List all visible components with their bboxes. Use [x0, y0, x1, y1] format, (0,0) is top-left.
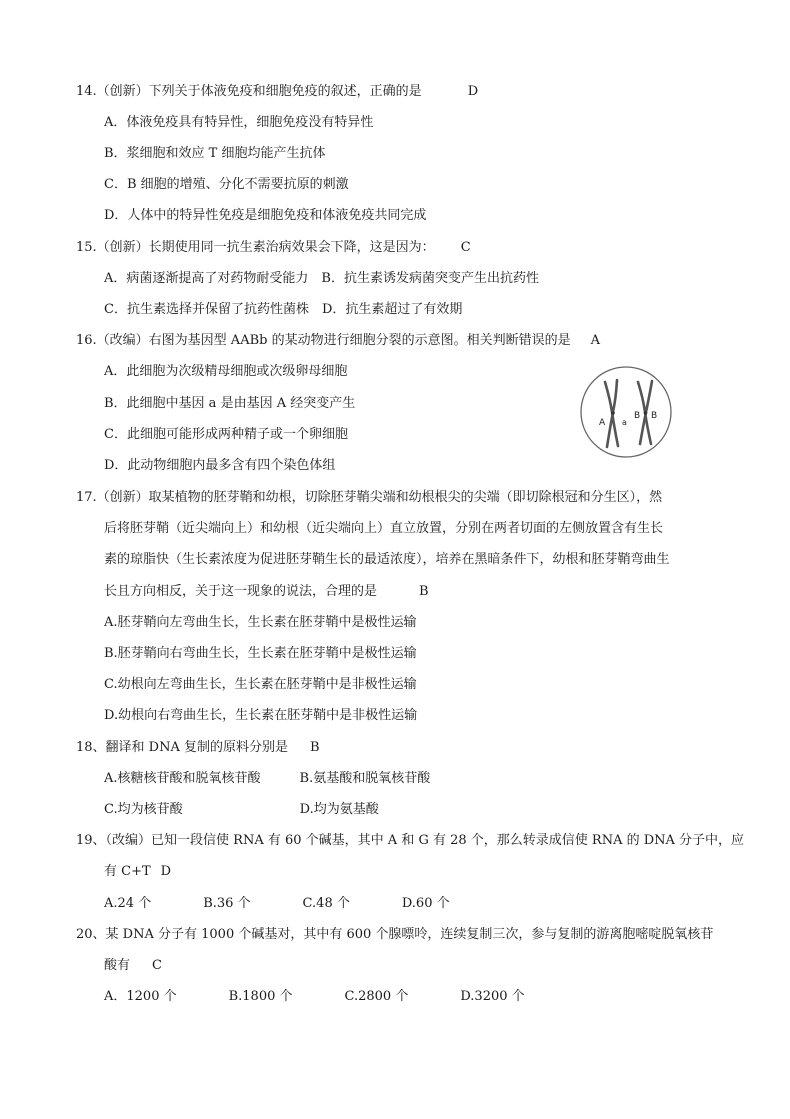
- cell-division-figure: [578, 364, 674, 460]
- question-15-option-line-2: C．抗生素选择并保留了抗药性菌株 D．抗生素超过了有效期: [104, 302, 463, 317]
- question-14-stem: [76, 82, 478, 102]
- question-stem-text: 16.（改编）右图为基因型 AABb 的某动物进行细胞分裂的示意图。相关判断错误的是: [76, 333, 571, 348]
- question-19-options: A.24 个 B.36 个 C.48 个 D.60 个: [104, 896, 450, 911]
- question-14-option-b: B．浆细胞和效应 T 细胞均能产生抗体: [104, 146, 326, 161]
- question-stem-text: 有 C+T: [104, 864, 151, 879]
- question-stem-text: 18、翻译和 DNA 复制的原料分别是: [76, 740, 288, 755]
- question-18-stem: [76, 738, 320, 758]
- question-14-option-c: C．B 细胞的增殖、分化不需要抗原的刺激: [104, 177, 349, 192]
- question-20-stem-line-2: [104, 956, 162, 976]
- question-20-stem-line-1: 20、某 DNA 分子有 1000 个碱基对，其中有 600 个腺嘌呤，连续复制三次，参与复制的游离胞嘧啶脱氧核苷: [76, 927, 714, 942]
- figure-label-a: a: [622, 418, 627, 427]
- question-17-stem-line-2: 后将胚芽鞘（近尖端向上）和幼根（近尖端向上）直立放置，分别在两者切面的左侧放置含有生长: [104, 521, 664, 536]
- question-20-options: A．1200 个 B.1800 个 C.2800 个 D.3200 个: [104, 989, 525, 1004]
- question-15-stem: [76, 238, 471, 258]
- question-18-answer: B: [310, 740, 320, 755]
- question-17-option-a: A.胚芽鞘向左弯曲生长，生长素在胚芽鞘中是极性运输: [104, 615, 417, 630]
- cell-diagram: [578, 364, 674, 460]
- question-15-answer: C: [460, 240, 471, 255]
- question-14-option-d: D．人体中的特异性免疫是细胞免疫和体液免疫共同完成: [104, 208, 427, 223]
- question-17-stem-line-1: 17.（创新）取某植物的胚芽鞘和幼根，切除胚芽鞘尖端和幼根根尖的尖端（即切除根冠和分生区），然: [76, 490, 663, 505]
- question-16-stem: [76, 331, 600, 351]
- question-14-answer: D: [467, 84, 479, 99]
- chromosome-left: [605, 380, 618, 447]
- cell-membrane: [581, 367, 671, 457]
- figure-label-B-right: B: [651, 411, 658, 421]
- question-stem-text: 长且方向相反，关于这一现象的说法，合理的是: [104, 584, 378, 599]
- question-17-option-b: B.胚芽鞘向右弯曲生长，生长素在胚芽鞘中是极性运输: [104, 646, 417, 661]
- question-19-stem-line-1: 19、（改编）已知一段信使 RNA 有 60 个碱基，其中 A 和 G 有 28 个，那么转录成信使 RNA 的 DNA 分子中，应: [76, 833, 745, 848]
- question-16-option-d: D．此动物细胞内最多含有四个染色体组: [104, 458, 336, 473]
- question-15-option-line-1: A．病菌逐渐提高了对药物耐受能力 B．抗生素诱发病菌突变产生出抗药性: [104, 271, 539, 286]
- question-18-option-line-1: A.核糖核苷酸和脱氧核苷酸 B.氨基酸和脱氧核苷酸: [104, 771, 431, 786]
- figure-label-A: A: [599, 418, 606, 428]
- question-stem-text: 酸有: [104, 958, 131, 973]
- question-17-stem-line-3: 素的琼脂快（生长素浓度为促进胚芽鞘生长的最适浓度），培养在黑暗条件下，幼根和胚芽鞘弯曲生: [104, 552, 670, 567]
- question-19-answer: D: [160, 864, 172, 879]
- question-14-option-a: A．体液免疫具有特异性，细胞免疫没有特异性: [104, 115, 374, 130]
- question-17-stem-line-4: [104, 582, 429, 602]
- question-stem-text: 15.（创新）长期使用同一抗生素治病效果会下降，这是因为：: [76, 240, 435, 255]
- question-18-option-line-2: C.均为核苷酸 D.均为氨基酸: [104, 802, 379, 817]
- figure-label-B-left: B: [634, 411, 641, 421]
- question-20-answer: C: [152, 958, 162, 973]
- question-17-answer: B: [419, 584, 429, 599]
- question-16-option-b: B．此细胞中基因 a 是由基因 A 经突变产生: [104, 396, 356, 411]
- question-stem-text: 14.（创新）下列关于体液免疫和细胞免疫的叙述，正确的是: [76, 84, 422, 99]
- question-16-answer: A: [590, 333, 600, 348]
- question-17-option-d: D.幼根向右弯曲生长，生长素在胚芽鞘中是非极性运输: [104, 708, 418, 723]
- question-17-option-c: C.幼根向左弯曲生长，生长素在胚芽鞘中是非极性运输: [104, 677, 417, 692]
- question-16-option-c: C．此细胞可能形成两种精子或一个卵细胞: [104, 427, 348, 442]
- question-16-option-a: A．此细胞为次级精母细胞或次级卵母细胞: [104, 364, 348, 379]
- question-19-stem-line-2: [104, 862, 171, 882]
